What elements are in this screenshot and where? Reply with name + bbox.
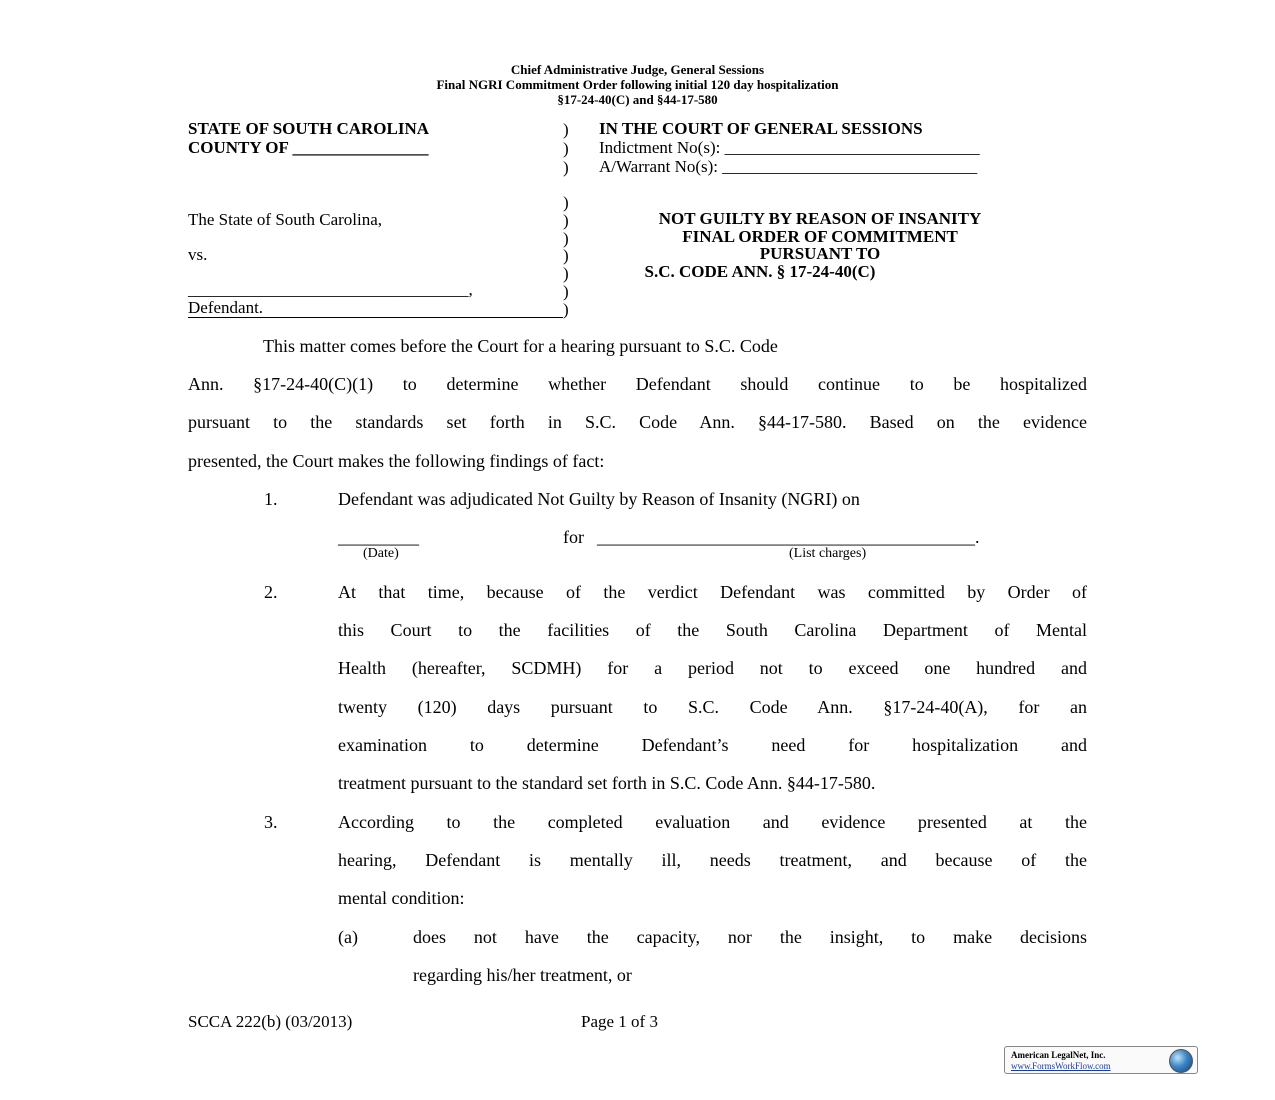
defendant-name-blank: _________________________________, [188, 280, 473, 299]
finding-number: 1. [264, 489, 278, 509]
order-title-line-1: NOT GUILTY BY REASON OF INSANITY [658, 209, 982, 228]
intro-line-4: presented, the Court makes the following findings of fact: [188, 451, 605, 471]
finding-number: 2. [264, 582, 278, 602]
warrant-field[interactable]: A/Warrant No(s): ______________________________ [599, 157, 978, 176]
finding-2-line: treatment pursuant to the standard set forth in S.C. Code Ann. §44-17-580. [338, 773, 876, 793]
finding-2-line: this Court to the facilities of the South Carolina Department of Mental [338, 620, 1087, 640]
order-title-line-3: PURSUANT TO [759, 244, 881, 263]
form-header-line-3: §17-24-40(C) and §44-17-580 [557, 92, 718, 107]
subfinding-line: does not have the capacity, nor the insight, to make decisions [413, 927, 1087, 947]
finding-2-line: examination to determine Defendant’s need for hospitalization and [338, 735, 1087, 755]
state-label: STATE OF SOUTH CAROLINA [188, 119, 430, 138]
vs-label: vs. [188, 245, 208, 264]
caption-paren: ) [563, 211, 569, 230]
caption-paren: ) [563, 264, 569, 283]
order-title-line-2: FINAL ORDER OF COMMITMENT [682, 227, 958, 246]
indictment-field[interactable]: Indictment No(s): ______________________________ [599, 138, 980, 157]
publisher-url-link[interactable]: www.FormsWorkFlow.com [1011, 1061, 1111, 1071]
form-id: SCCA 222(b) (03/2013) [188, 1012, 353, 1031]
caption-paren: ) [563, 120, 569, 139]
for-label: for [563, 527, 584, 547]
caption-paren: ) [563, 193, 569, 212]
caption-paren: ) [563, 229, 569, 248]
page-number: Page 1 of 3 [581, 1012, 658, 1031]
globe-icon [1169, 1049, 1193, 1073]
finding-2-line: At that time, because of the verdict Defendant was committed by Order of [338, 582, 1087, 602]
form-header-line-2: Final NGRI Commitment Order following initial 120 day hospitalization [436, 77, 839, 92]
publisher-logo[interactable] [1004, 1046, 1198, 1074]
finding-1-text: Defendant was adjudicated Not Guilty by Reason of Insanity (NGRI) on [338, 489, 860, 509]
finding-number: 3. [264, 812, 278, 832]
date-blank[interactable]: _________ [338, 527, 419, 547]
caption-paren: ) [563, 139, 569, 158]
intro-line-3: pursuant to the standards set forth in S.C. Code Ann. §44-17-580. Based on the evidence [188, 412, 1087, 432]
intro-line-1: This matter comes before the Court for a hearing pursuant to S.C. Code [263, 336, 778, 356]
finding-3-line: hearing, Defendant is mentally ill, needs treatment, and because of the [338, 850, 1087, 870]
intro-line-2: Ann. §17-24-40(C)(1) to determine whether Defendant should continue to be hospitalized [188, 374, 1087, 394]
subfinding-label: (a) [338, 927, 358, 947]
subfinding-line: regarding his/her treatment, or [413, 965, 632, 985]
caption-paren: ) [563, 300, 569, 319]
publisher-name: American LegalNet, Inc. [1011, 1050, 1106, 1060]
charges-caption: (List charges) [789, 546, 867, 561]
finding-3-line: According to the completed evaluation and evidence presented at the [338, 812, 1087, 832]
court-label: IN THE COURT OF GENERAL SESSIONS [599, 119, 923, 138]
charges-blank[interactable]: __________________________________________. [597, 527, 980, 547]
order-title-line-4: S.C. CODE ANN. § 17-24-40(C) [644, 262, 876, 281]
plaintiff-label: The State of South Carolina, [188, 210, 383, 229]
caption-paren: ) [563, 246, 569, 265]
caption-paren: ) [563, 158, 569, 177]
finding-2-line: Health (hereafter, SCDMH) for a period not to exceed one hundred and [338, 658, 1087, 678]
finding-2-line: twenty (120) days pursuant to S.C. Code Ann. §17-24-40(A), for an [338, 697, 1087, 717]
finding-3-line: mental condition: [338, 888, 465, 908]
defendant-label: Defendant. [188, 299, 563, 318]
caption-paren: ) [563, 282, 569, 301]
date-caption: (Date) [363, 546, 399, 561]
form-header-line-1: Chief Administrative Judge, General Sessions [510, 62, 765, 77]
county-label: COUNTY OF ________________ [188, 138, 429, 157]
